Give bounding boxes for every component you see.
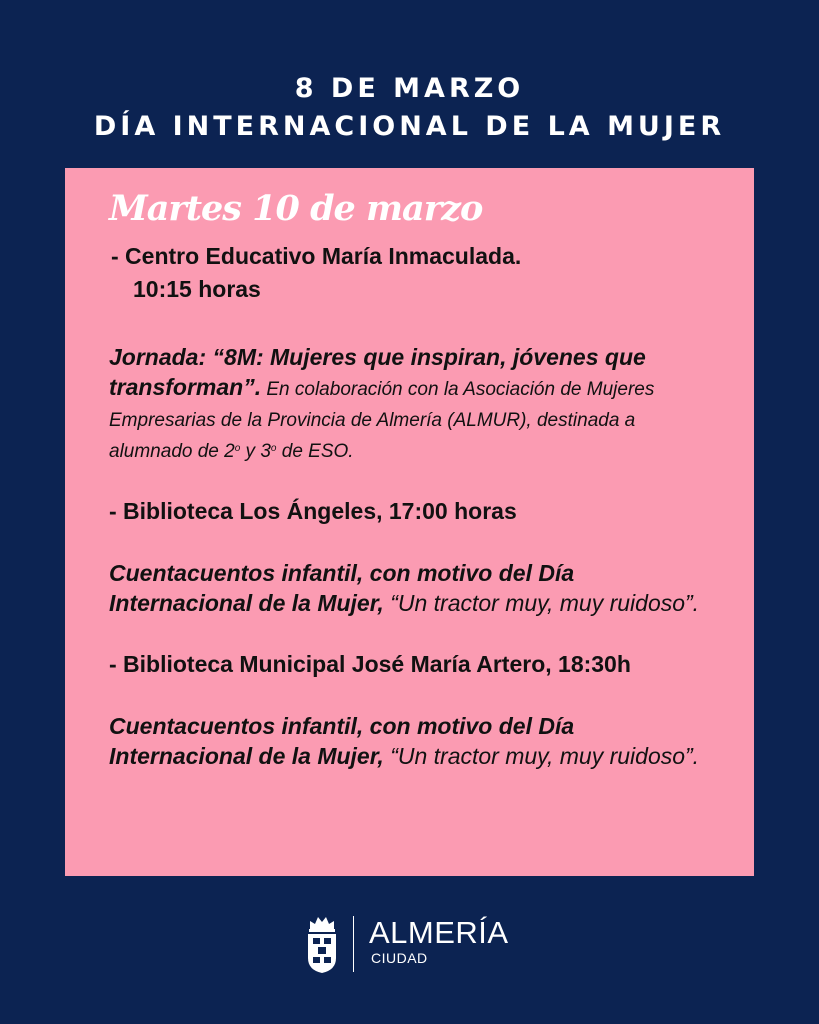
logo-name: ALMERÍA bbox=[369, 915, 509, 950]
event-card bbox=[65, 168, 754, 876]
event-date: Martes 10 de marzo bbox=[109, 188, 483, 229]
event-place-1 bbox=[109, 240, 714, 306]
event-place-1-line1: - Centro Educativo María Inmaculada. bbox=[111, 243, 522, 269]
almeria-logo bbox=[305, 914, 565, 974]
event-title-3: Cuentacuentos infantil, con motivo del Día Internacional de la Mujer, bbox=[109, 713, 575, 769]
header-date: 8 DE MARZO bbox=[294, 73, 525, 104]
event-place-2: - Biblioteca Los Ángeles, 17:00 horas bbox=[109, 498, 517, 524]
event-description-2 bbox=[109, 558, 714, 618]
event-detail-1-post: de ESO. bbox=[276, 441, 354, 462]
event-title-2: Cuentacuentos infantil, con motivo del Día Internacional de la Mujer, bbox=[109, 560, 575, 616]
event-detail-1-mid: y 3 bbox=[240, 441, 271, 462]
ordinal-1: o bbox=[234, 443, 241, 454]
event-place-1-time: 10:15 horas bbox=[133, 276, 261, 302]
logo-subtitle: CIUDAD bbox=[371, 950, 428, 966]
header-title: DÍA INTERNACIONAL DE LA MUJER bbox=[93, 111, 726, 142]
ordinal-2: o bbox=[270, 443, 277, 454]
event-place-3: - Biblioteca Municipal José María Artero, 18:30h bbox=[109, 651, 631, 677]
coat-of-arms-icon bbox=[305, 914, 339, 974]
event-description-3 bbox=[109, 711, 714, 771]
event-quote-2: “Un tractor muy, muy ruidoso”. bbox=[383, 590, 700, 616]
page-header bbox=[0, 70, 819, 146]
logo-divider bbox=[353, 916, 354, 972]
event-title-1: Jornada: “8M: Mujeres que inspiran, jóvenes que transforman”. bbox=[109, 344, 646, 400]
event-detail-1-pre: En colaboración con la Asociación de Mujeres Empresarias de la Provincia de Almería (ALMUR), destinada a alumnado de 2 bbox=[109, 379, 655, 462]
event-description-1 bbox=[109, 342, 714, 465]
event-quote-3: “Un tractor muy, muy ruidoso”. bbox=[383, 743, 700, 769]
